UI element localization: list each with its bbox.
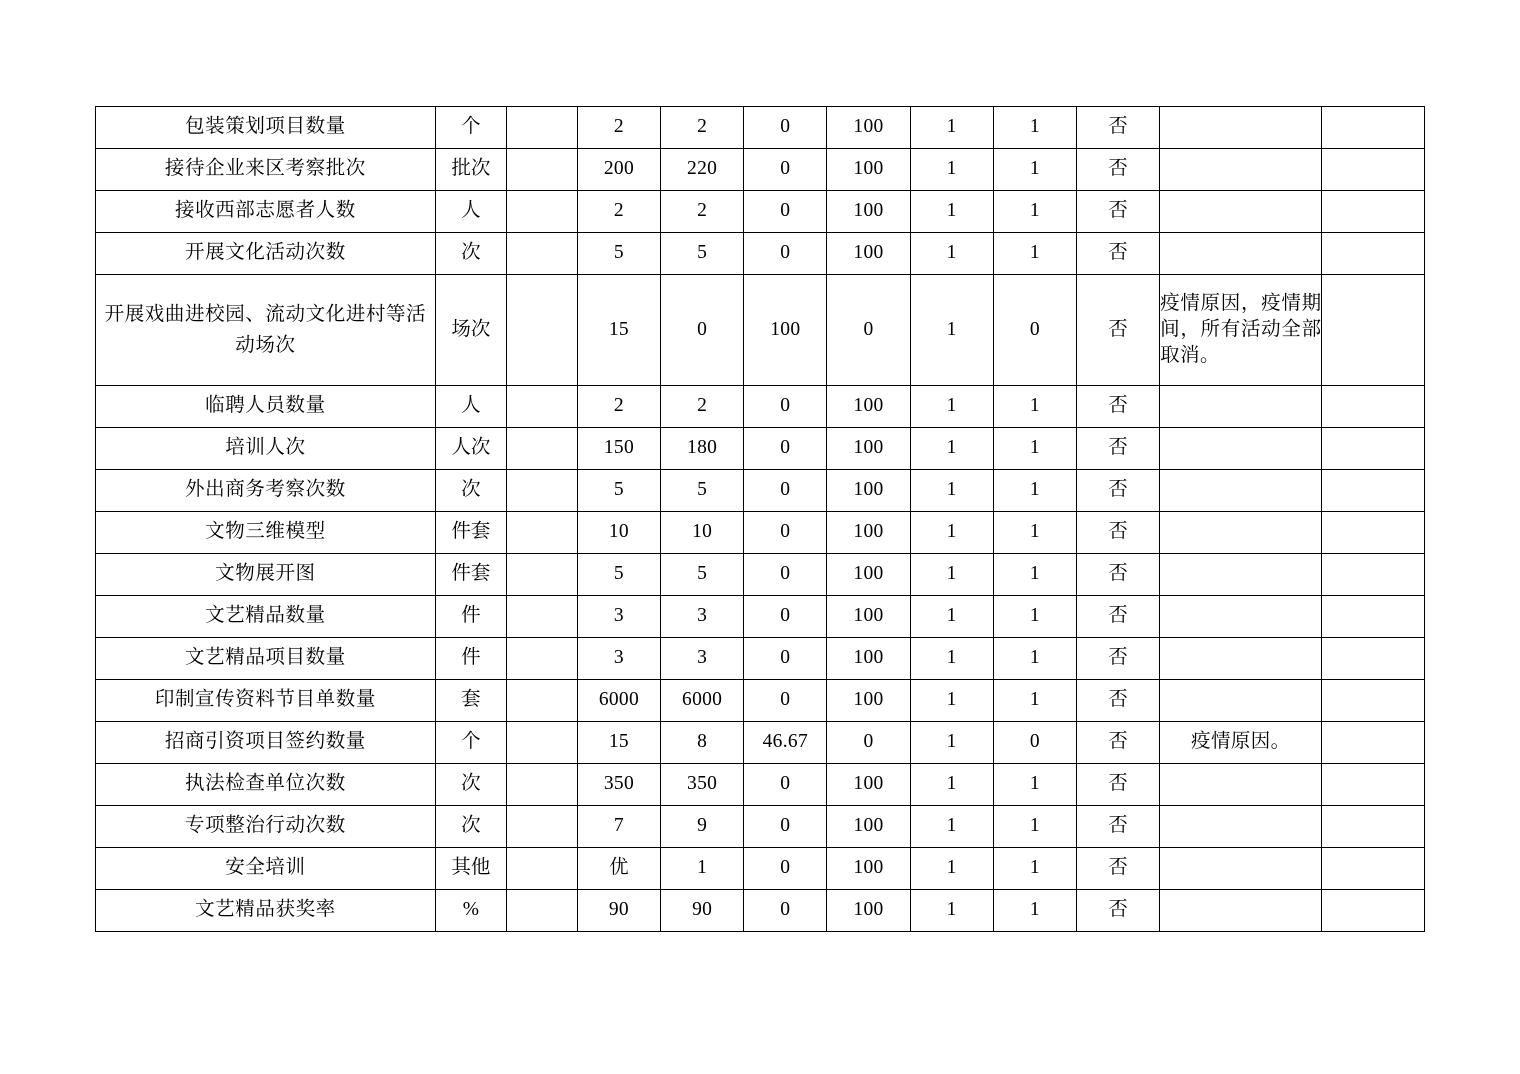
core-indicator-cell: 否 xyxy=(1076,386,1159,428)
actual-value-cell: 0 xyxy=(661,275,744,386)
deviation-rate-cell: 0 xyxy=(744,764,827,806)
remark-cell xyxy=(1322,638,1425,680)
score-cell: 1 xyxy=(993,890,1076,932)
indicator-name-cell: 招商引资项目签约数量 xyxy=(96,722,436,764)
deviation-reason-cell xyxy=(1160,428,1322,470)
weight-cell: 1 xyxy=(910,149,993,191)
plan-value-cell: 2 xyxy=(577,191,660,233)
actual-value-cell: 5 xyxy=(661,554,744,596)
plan-value-cell: 350 xyxy=(577,764,660,806)
score-rate-cell: 100 xyxy=(827,764,910,806)
core-indicator-cell: 否 xyxy=(1076,107,1159,149)
plan-value-cell: 15 xyxy=(577,722,660,764)
deviation-reason-cell xyxy=(1160,233,1322,275)
deviation-rate-cell: 0 xyxy=(744,149,827,191)
weight-cell: 1 xyxy=(910,191,993,233)
deviation-reason-cell xyxy=(1160,107,1322,149)
indicator-name-cell: 专项整治行动次数 xyxy=(96,806,436,848)
score-cell: 1 xyxy=(993,233,1076,275)
score-cell: 1 xyxy=(993,680,1076,722)
remark-cell xyxy=(1322,428,1425,470)
unit-cell: 次 xyxy=(435,764,506,806)
plan-value-cell: 15 xyxy=(577,275,660,386)
blank-cell xyxy=(506,428,577,470)
plan-value-cell: 优 xyxy=(577,848,660,890)
deviation-reason-cell xyxy=(1160,554,1322,596)
score-rate-cell: 100 xyxy=(827,890,910,932)
actual-value-cell: 220 xyxy=(661,149,744,191)
plan-value-cell: 3 xyxy=(577,638,660,680)
indicator-name-cell: 外出商务考察次数 xyxy=(96,470,436,512)
indicator-name-cell: 安全培训 xyxy=(96,848,436,890)
blank-cell xyxy=(506,470,577,512)
score-rate-cell: 100 xyxy=(827,149,910,191)
score-rate-cell: 100 xyxy=(827,428,910,470)
remark-cell xyxy=(1322,764,1425,806)
score-rate-cell: 100 xyxy=(827,680,910,722)
score-rate-cell: 100 xyxy=(827,806,910,848)
table-row xyxy=(96,596,1425,638)
weight-cell: 1 xyxy=(910,638,993,680)
unit-cell: 次 xyxy=(435,806,506,848)
actual-value-cell: 90 xyxy=(661,890,744,932)
table-row xyxy=(96,554,1425,596)
score-cell: 1 xyxy=(993,107,1076,149)
actual-value-cell: 2 xyxy=(661,107,744,149)
deviation-rate-cell: 100 xyxy=(744,275,827,386)
core-indicator-cell: 否 xyxy=(1076,722,1159,764)
score-cell: 1 xyxy=(993,512,1076,554)
blank-cell xyxy=(506,722,577,764)
indicator-name-cell: 开展文化活动次数 xyxy=(96,233,436,275)
deviation-reason-cell: 疫情原因。 xyxy=(1160,722,1322,764)
table-row xyxy=(96,275,1425,386)
remark-cell xyxy=(1322,470,1425,512)
table-row xyxy=(96,428,1425,470)
unit-cell: 批次 xyxy=(435,149,506,191)
unit-cell: 其他 xyxy=(435,848,506,890)
plan-value-cell: 7 xyxy=(577,806,660,848)
table-row xyxy=(96,470,1425,512)
actual-value-cell: 9 xyxy=(661,806,744,848)
weight-cell: 1 xyxy=(910,470,993,512)
deviation-rate-cell: 0 xyxy=(744,107,827,149)
deviation-reason-cell: 疫情原因，疫情期间，所有活动全部取消。 xyxy=(1160,275,1322,386)
deviation-rate-cell: 46.67 xyxy=(744,722,827,764)
score-cell: 1 xyxy=(993,470,1076,512)
blank-cell xyxy=(506,554,577,596)
core-indicator-cell: 否 xyxy=(1076,470,1159,512)
plan-value-cell: 2 xyxy=(577,107,660,149)
score-cell: 1 xyxy=(993,764,1076,806)
weight-cell: 1 xyxy=(910,554,993,596)
deviation-rate-cell: 0 xyxy=(744,554,827,596)
actual-value-cell: 2 xyxy=(661,191,744,233)
score-cell: 1 xyxy=(993,428,1076,470)
score-rate-cell: 0 xyxy=(827,275,910,386)
core-indicator-cell: 否 xyxy=(1076,848,1159,890)
blank-cell xyxy=(506,764,577,806)
indicator-name-cell: 执法检查单位次数 xyxy=(96,764,436,806)
actual-value-cell: 3 xyxy=(661,638,744,680)
indicator-name-cell: 文艺精品数量 xyxy=(96,596,436,638)
core-indicator-cell: 否 xyxy=(1076,512,1159,554)
blank-cell xyxy=(506,596,577,638)
deviation-reason-cell xyxy=(1160,680,1322,722)
score-cell: 1 xyxy=(993,638,1076,680)
score-cell: 1 xyxy=(993,596,1076,638)
score-rate-cell: 100 xyxy=(827,107,910,149)
deviation-rate-cell: 0 xyxy=(744,233,827,275)
remark-cell xyxy=(1322,107,1425,149)
deviation-reason-cell xyxy=(1160,596,1322,638)
deviation-reason-cell xyxy=(1160,386,1322,428)
unit-cell: 次 xyxy=(435,470,506,512)
score-cell: 1 xyxy=(993,806,1076,848)
deviation-reason-cell xyxy=(1160,470,1322,512)
unit-cell: % xyxy=(435,890,506,932)
blank-cell xyxy=(506,512,577,554)
deviation-rate-cell: 0 xyxy=(744,806,827,848)
deviation-reason-cell xyxy=(1160,806,1322,848)
actual-value-cell: 350 xyxy=(661,764,744,806)
unit-cell: 件套 xyxy=(435,554,506,596)
unit-cell: 场次 xyxy=(435,275,506,386)
weight-cell: 1 xyxy=(910,806,993,848)
remark-cell xyxy=(1322,233,1425,275)
deviation-reason-cell xyxy=(1160,638,1322,680)
score-rate-cell: 100 xyxy=(827,596,910,638)
core-indicator-cell: 否 xyxy=(1076,890,1159,932)
plan-value-cell: 2 xyxy=(577,386,660,428)
indicator-name-cell: 包装策划项目数量 xyxy=(96,107,436,149)
deviation-rate-cell: 0 xyxy=(744,386,827,428)
remark-cell xyxy=(1322,386,1425,428)
core-indicator-cell: 否 xyxy=(1076,233,1159,275)
deviation-rate-cell: 0 xyxy=(744,596,827,638)
weight-cell: 1 xyxy=(910,512,993,554)
deviation-rate-cell: 0 xyxy=(744,470,827,512)
actual-value-cell: 3 xyxy=(661,596,744,638)
core-indicator-cell: 否 xyxy=(1076,764,1159,806)
weight-cell: 1 xyxy=(910,848,993,890)
deviation-reason-cell xyxy=(1160,149,1322,191)
weight-cell: 1 xyxy=(910,275,993,386)
deviation-reason-cell xyxy=(1160,764,1322,806)
deviation-rate-cell: 0 xyxy=(744,638,827,680)
indicator-name-cell: 临聘人员数量 xyxy=(96,386,436,428)
unit-cell: 人 xyxy=(435,386,506,428)
deviation-rate-cell: 0 xyxy=(744,512,827,554)
core-indicator-cell: 否 xyxy=(1076,149,1159,191)
core-indicator-cell: 否 xyxy=(1076,596,1159,638)
blank-cell xyxy=(506,149,577,191)
deviation-reason-cell xyxy=(1160,191,1322,233)
unit-cell: 个 xyxy=(435,722,506,764)
score-cell: 1 xyxy=(993,848,1076,890)
remark-cell xyxy=(1322,890,1425,932)
core-indicator-cell: 否 xyxy=(1076,638,1159,680)
table-row xyxy=(96,806,1425,848)
indicator-name-cell: 接收西部志愿者人数 xyxy=(96,191,436,233)
plan-value-cell: 90 xyxy=(577,890,660,932)
deviation-rate-cell: 0 xyxy=(744,848,827,890)
remark-cell xyxy=(1322,806,1425,848)
indicator-name-cell: 文艺精品项目数量 xyxy=(96,638,436,680)
score-cell: 1 xyxy=(993,149,1076,191)
weight-cell: 1 xyxy=(910,107,993,149)
actual-value-cell: 1 xyxy=(661,848,744,890)
deviation-rate-cell: 0 xyxy=(744,680,827,722)
weight-cell: 1 xyxy=(910,680,993,722)
actual-value-cell: 5 xyxy=(661,233,744,275)
remark-cell xyxy=(1322,512,1425,554)
deviation-reason-cell xyxy=(1160,512,1322,554)
indicator-name-cell: 接待企业来区考察批次 xyxy=(96,149,436,191)
unit-cell: 件 xyxy=(435,596,506,638)
performance-indicator-table xyxy=(95,106,1425,932)
blank-cell xyxy=(506,806,577,848)
actual-value-cell: 6000 xyxy=(661,680,744,722)
indicator-name-cell: 文物展开图 xyxy=(96,554,436,596)
plan-value-cell: 150 xyxy=(577,428,660,470)
plan-value-cell: 5 xyxy=(577,470,660,512)
plan-value-cell: 200 xyxy=(577,149,660,191)
actual-value-cell: 2 xyxy=(661,386,744,428)
deviation-rate-cell: 0 xyxy=(744,191,827,233)
blank-cell xyxy=(506,890,577,932)
score-rate-cell: 100 xyxy=(827,386,910,428)
indicator-name-cell: 印制宣传资料节目单数量 xyxy=(96,680,436,722)
weight-cell: 1 xyxy=(910,764,993,806)
core-indicator-cell: 否 xyxy=(1076,275,1159,386)
table-row xyxy=(96,638,1425,680)
blank-cell xyxy=(506,680,577,722)
deviation-reason-cell xyxy=(1160,890,1322,932)
unit-cell: 个 xyxy=(435,107,506,149)
table-row xyxy=(96,680,1425,722)
score-cell: 1 xyxy=(993,191,1076,233)
table-row xyxy=(96,890,1425,932)
table-row xyxy=(96,848,1425,890)
unit-cell: 件 xyxy=(435,638,506,680)
core-indicator-cell: 否 xyxy=(1076,554,1159,596)
plan-value-cell: 3 xyxy=(577,596,660,638)
core-indicator-cell: 否 xyxy=(1076,428,1159,470)
table-row xyxy=(96,512,1425,554)
weight-cell: 1 xyxy=(910,722,993,764)
weight-cell: 1 xyxy=(910,428,993,470)
core-indicator-cell: 否 xyxy=(1076,806,1159,848)
score-rate-cell: 100 xyxy=(827,554,910,596)
score-rate-cell: 100 xyxy=(827,470,910,512)
score-cell: 1 xyxy=(993,386,1076,428)
table-row xyxy=(96,191,1425,233)
blank-cell xyxy=(506,848,577,890)
remark-cell xyxy=(1322,149,1425,191)
table-row xyxy=(96,764,1425,806)
blank-cell xyxy=(506,191,577,233)
deviation-reason-cell xyxy=(1160,848,1322,890)
unit-cell: 人 xyxy=(435,191,506,233)
blank-cell xyxy=(506,386,577,428)
table-row xyxy=(96,149,1425,191)
table-row xyxy=(96,233,1425,275)
score-cell: 0 xyxy=(993,722,1076,764)
blank-cell xyxy=(506,107,577,149)
indicator-name-cell: 开展戏曲进校园、流动文化进村等活动场次 xyxy=(96,275,436,386)
plan-value-cell: 6000 xyxy=(577,680,660,722)
indicator-name-cell: 文物三维模型 xyxy=(96,512,436,554)
remark-cell xyxy=(1322,275,1425,386)
score-rate-cell: 100 xyxy=(827,233,910,275)
weight-cell: 1 xyxy=(910,233,993,275)
deviation-rate-cell: 0 xyxy=(744,428,827,470)
unit-cell: 人次 xyxy=(435,428,506,470)
remark-cell xyxy=(1322,722,1425,764)
score-rate-cell: 100 xyxy=(827,191,910,233)
remark-cell xyxy=(1322,554,1425,596)
score-cell: 1 xyxy=(993,554,1076,596)
remark-cell xyxy=(1322,848,1425,890)
score-cell: 0 xyxy=(993,275,1076,386)
table-row xyxy=(96,107,1425,149)
score-rate-cell: 100 xyxy=(827,512,910,554)
table-body xyxy=(96,107,1425,932)
unit-cell: 套 xyxy=(435,680,506,722)
remark-cell xyxy=(1322,680,1425,722)
indicator-name-cell: 文艺精品获奖率 xyxy=(96,890,436,932)
plan-value-cell: 10 xyxy=(577,512,660,554)
actual-value-cell: 5 xyxy=(661,470,744,512)
blank-cell xyxy=(506,275,577,386)
weight-cell: 1 xyxy=(910,386,993,428)
score-rate-cell: 100 xyxy=(827,638,910,680)
unit-cell: 次 xyxy=(435,233,506,275)
table-row xyxy=(96,722,1425,764)
weight-cell: 1 xyxy=(910,890,993,932)
remark-cell xyxy=(1322,191,1425,233)
core-indicator-cell: 否 xyxy=(1076,191,1159,233)
score-rate-cell: 0 xyxy=(827,722,910,764)
blank-cell xyxy=(506,638,577,680)
core-indicator-cell: 否 xyxy=(1076,680,1159,722)
unit-cell: 件套 xyxy=(435,512,506,554)
score-rate-cell: 100 xyxy=(827,848,910,890)
actual-value-cell: 10 xyxy=(661,512,744,554)
actual-value-cell: 180 xyxy=(661,428,744,470)
remark-cell xyxy=(1322,596,1425,638)
plan-value-cell: 5 xyxy=(577,554,660,596)
plan-value-cell: 5 xyxy=(577,233,660,275)
weight-cell: 1 xyxy=(910,596,993,638)
indicator-name-cell: 培训人次 xyxy=(96,428,436,470)
blank-cell xyxy=(506,233,577,275)
deviation-rate-cell: 0 xyxy=(744,890,827,932)
actual-value-cell: 8 xyxy=(661,722,744,764)
table-row xyxy=(96,386,1425,428)
